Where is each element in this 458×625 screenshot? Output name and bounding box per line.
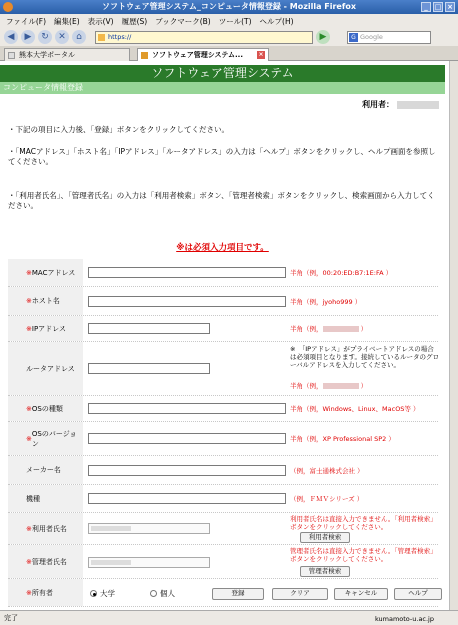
clear-button[interactable]: クリア [272,588,328,600]
radio-selected-icon [90,590,97,597]
form-row-os-type [8,396,438,422]
field-label: ※ IPアドレス [8,316,83,341]
field-hint: 半角（例，jyoho999 ） [290,298,362,306]
tab-close-icon[interactable]: × [258,51,264,58]
field-hint: 管理者氏名は直接入力できません。「管理者検索」ボタンをクリックしてください。 [290,547,437,563]
instruction-2: ・「MACアドレス」「ホスト名」「IPアドレス」「ルータアドレス」の入力は「ヘルプ」ボタンをクリックし、ヘルプ画面を参照してください。 [8,147,436,166]
user-line [362,99,439,110]
register-button[interactable]: 登録 [212,588,264,600]
field-label: ※ 所有者 [8,579,83,606]
field-label: メーカー名 [8,456,83,484]
window-titlebar [0,0,458,14]
form-row-admin-name [8,545,438,579]
field-label: ルータアドレス [8,342,83,395]
owner-radio-personal[interactable]: 個人 [150,588,175,599]
form-row-maker [8,456,438,485]
field-label: ※ 利用者氏名 [8,513,83,544]
host-name-input[interactable] [88,296,286,307]
window-title: ソフトウェア管理システム_コンピュータ情報登録 - Mozilla Firefox [101,2,356,11]
menu-tools[interactable]: ツール(T) [218,16,252,26]
help-button[interactable]: ヘルプ [394,588,442,600]
back-icon[interactable]: ◀ [4,30,18,44]
field-label: 機種 [8,485,83,512]
field-label: ※ ホスト名 [8,287,83,315]
user-label: 利用者： [362,100,394,109]
mac-address-input[interactable] [88,267,286,278]
home-icon[interactable]: ⌂ [72,30,86,44]
field-hint: （例，ＦＭＶシリーズ ） [290,495,364,503]
os-version-input[interactable] [88,433,286,444]
minimize-icon[interactable]: _ [421,2,431,12]
field-label: ※ MACアドレス [8,259,83,286]
tab-portal[interactable] [4,48,130,61]
firefox-icon [3,2,13,12]
menu-help[interactable]: ヘルプ(H) [259,16,294,26]
search-placeholder: Google [360,32,383,41]
admin-name-input [88,557,210,568]
radio-icon [150,590,157,597]
owner-radio-university[interactable]: 大学 [90,588,115,599]
os-type-input[interactable] [88,403,286,414]
instruction-3: ・「利用者氏名」、「管理者氏名」の入力は「利用者検索」ボタン、「管理者検索」ボタンをクリックし、検索画面から入力してください。 [8,191,435,210]
form-row-model [8,485,438,513]
url-text: https:// [108,32,132,41]
forward-icon[interactable]: ▶ [21,30,35,44]
url-bar[interactable] [95,31,313,44]
status-text: 完了 [4,614,18,622]
maximize-icon[interactable]: □ [434,3,442,11]
page-subheader: コンピュータ情報登録 [0,82,445,94]
maker-input[interactable] [88,465,286,476]
google-icon: G [349,33,358,42]
reload-icon[interactable]: ↻ [38,30,52,44]
required-note: ※は必須入力項目です。 [176,243,269,253]
menu-bar [0,14,458,28]
field-hint: 半角（例，XP Professional SP2 ） [290,435,395,443]
tab-software[interactable] [137,48,269,61]
router-address-input[interactable] [88,363,210,374]
menu-view[interactable]: 表示(V) [87,16,114,26]
stop-icon[interactable]: ✕ [55,30,69,44]
form-row-os-version [8,422,438,456]
menu-history[interactable]: 履歴(S) [121,16,148,26]
page-icon [141,52,148,59]
field-label: ※ OSのバージョン [8,422,83,455]
form-row-mac [8,259,438,287]
navigation-toolbar [0,28,458,46]
field-hint: 半角（例， ） [290,325,368,333]
field-label: ※ 管理者氏名 [8,545,83,578]
ip-address-input[interactable] [88,323,210,334]
model-input[interactable] [88,493,286,504]
search-input[interactable] [347,31,431,44]
field-hint: 利用者氏名は直接入力できません。「利用者検索」ボタンをクリックしてください。 [290,515,437,531]
page-header: ソフトウェア管理システム [0,65,445,82]
menu-bookmarks[interactable]: ブックマーク(B) [155,16,211,26]
field-hint: （例，富士通株式会社 ） [290,467,364,475]
field-hint-2: 半角（例， ） [290,382,368,390]
menu-file[interactable]: ファイル(F) [6,16,47,26]
page-icon [8,52,15,59]
tab-label: 熊本大学ポータル [19,51,75,59]
menu-edit[interactable]: 編集(E) [54,16,80,26]
field-hint: 半角（例，00:20:ED:B7:1E:FA ） [290,269,393,277]
form-row-host [8,287,438,316]
field-label: ※ OSの種類 [8,396,83,421]
status-bar [0,610,458,625]
vertical-scrollbar[interactable] [449,61,458,610]
user-search-button[interactable]: 利用者検索 [300,532,350,543]
form-row-user-name [8,513,438,545]
user-name-blurred [397,101,439,109]
instruction-1: ・下記の項目に入力後、「登録」ボタンをクリックしてください。 [8,125,229,134]
status-host: kumamoto-u.ac.jp [374,615,434,623]
form-row-router [8,342,438,396]
close-icon[interactable]: × [445,2,455,12]
tab-label: ソフトウェア管理システム... [152,51,243,59]
tab-bar [0,46,458,61]
go-icon[interactable]: ▶ [316,30,330,44]
user-name-input [88,523,210,534]
page-content [0,61,449,610]
form-row-ip [8,316,438,342]
admin-search-button[interactable]: 管理者検索 [300,566,350,577]
lock-icon [98,34,105,41]
field-hint: 半角（例，Windows、Linux、MacOS等 ） [290,405,420,413]
field-hint: ※ 「IPアドレス」がプライベートアドレスの場合は必須項目となります。接続しているルータのグローバルアドレスを入力してください。 [290,345,439,369]
cancel-button[interactable]: キャンセル [334,588,388,600]
